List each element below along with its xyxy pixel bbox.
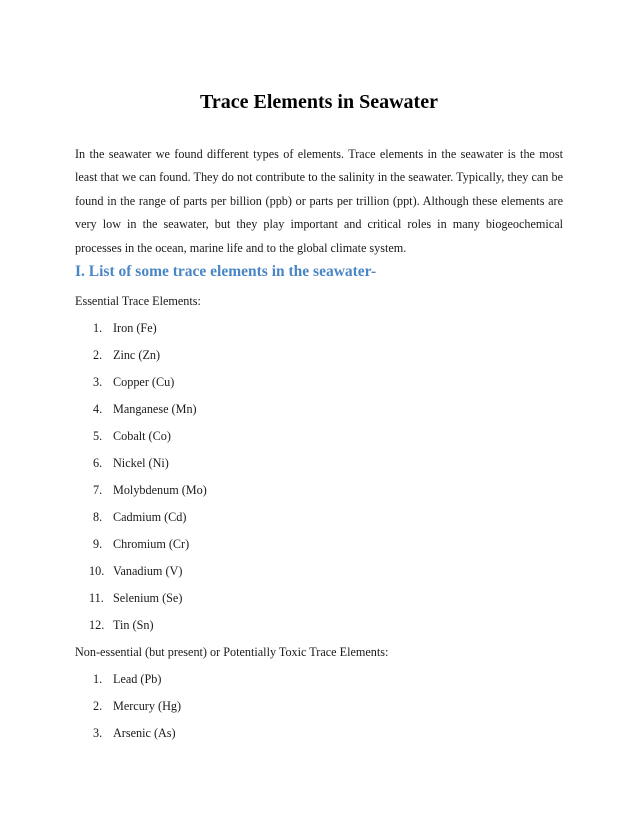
- list-item-text: Nickel (Ni): [113, 456, 169, 470]
- nonessential-elements-label: Non-essential (but present) or Potentially Toxic Trace Elements:: [75, 645, 389, 659]
- list-item-number: 2.: [93, 699, 103, 713]
- list-item-text: Iron (Fe): [113, 321, 157, 335]
- list-item-number: 8.: [93, 510, 103, 524]
- list-item-text: Zinc (Zn): [113, 348, 161, 362]
- list-item-text: Copper (Cu): [113, 375, 175, 389]
- list-item-text: Lead (Pb): [113, 672, 162, 686]
- list-item-text: Cadmium (Cd): [113, 510, 187, 524]
- list-item-text: Manganese (Mn): [113, 402, 197, 416]
- list-item-text: Chromium (Cr): [113, 537, 190, 551]
- list-item-number: 10.: [89, 564, 105, 578]
- section-heading: I. List of some trace elements in the seawater-: [75, 263, 377, 280]
- list-item-text: Cobalt (Co): [113, 429, 171, 443]
- list-item-number: 9.: [93, 537, 103, 551]
- list-item-number: 4.: [93, 402, 103, 416]
- list-item-number: 6.: [93, 456, 103, 470]
- document-title: Trace Elements in Seawater: [200, 91, 438, 114]
- list-item-number: 2.: [93, 348, 103, 362]
- list-item-text: Arsenic (As): [113, 726, 176, 740]
- essential-elements-label: Essential Trace Elements:: [75, 294, 201, 308]
- list-item-number: 7.: [93, 483, 103, 497]
- list-item-text: Tin (Sn): [113, 618, 154, 632]
- list-item-text: Molybdenum (Mo): [113, 483, 207, 497]
- list-item-number: 3.: [93, 375, 103, 389]
- intro-paragraph: In the seawater we found different types of elements. Trace elements in the seawater is the most least that we can found. They do not contribute to the salinity in the seawater. Typically, they can be found in the range of parts per billion (ppb) or parts per trillion (ppt). Although these elements are very low in the seawater, but they play important and critical roles in many biogeochemical processes in the ocean, marine life and to the global climate system.: [75, 147, 563, 255]
- list-item-number: 3.: [93, 726, 103, 740]
- list-item-number: 1.: [93, 672, 103, 686]
- list-item-number: 5.: [93, 429, 103, 443]
- list-item-number: 12.: [89, 618, 105, 632]
- list-item-text: Vanadium (V): [113, 564, 183, 578]
- list-item-text: Selenium (Se): [113, 591, 183, 605]
- list-item-number: 1.: [93, 321, 103, 335]
- list-item-text: Mercury (Hg): [113, 699, 182, 713]
- list-item-number: 11.: [89, 591, 104, 605]
